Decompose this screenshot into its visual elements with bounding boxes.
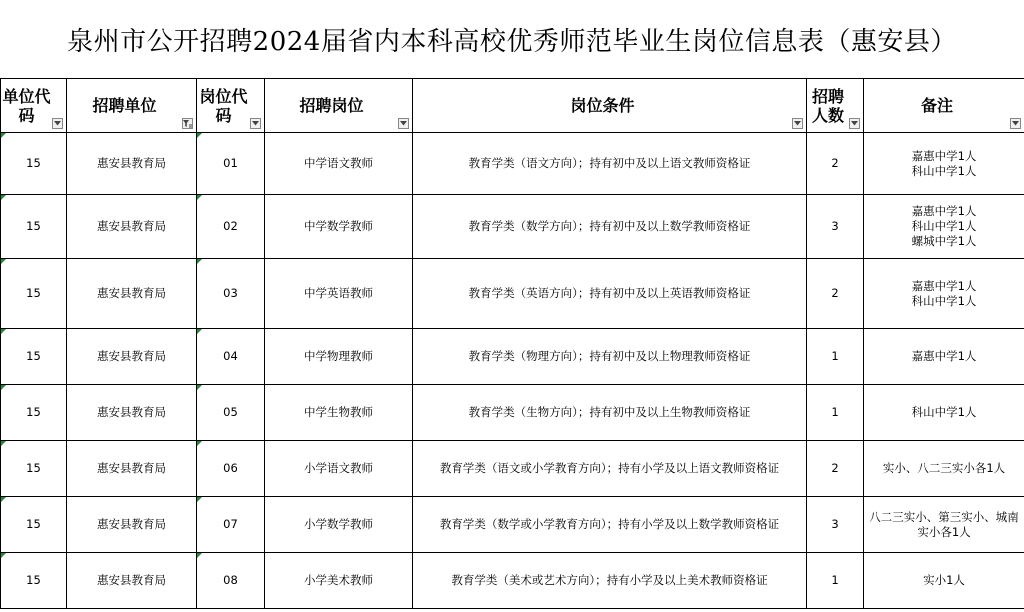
cell-unit-text: 惠安县教育局 xyxy=(97,517,166,531)
note-line: 实小1人 xyxy=(923,573,965,587)
cell-post-code[interactable] xyxy=(197,133,265,195)
positions-table xyxy=(0,78,1024,609)
cell-post-text: 小学美术教师 xyxy=(304,573,373,587)
cell-post[interactable] xyxy=(265,195,413,259)
comment-indicator-icon xyxy=(1,195,6,200)
cell-post[interactable] xyxy=(265,133,413,195)
header-count-label: 招聘人数 xyxy=(811,86,844,125)
cell-notes[interactable] xyxy=(864,329,1024,385)
comment-indicator-icon xyxy=(1,259,6,264)
cell-conditions[interactable] xyxy=(413,195,807,259)
cell-unit-text: 惠安县教育局 xyxy=(97,573,166,587)
cell-unit-code[interactable] xyxy=(1,133,67,195)
table-row xyxy=(1,195,1024,259)
cell-post-code-text: 07 xyxy=(223,517,238,531)
cell-post-text: 小学语文教师 xyxy=(304,461,373,475)
cell-count-text: 1 xyxy=(831,349,839,363)
header-count xyxy=(807,79,864,133)
cell-post-code[interactable] xyxy=(197,497,265,553)
cell-notes[interactable] xyxy=(864,259,1024,329)
cell-post-code-text: 06 xyxy=(223,461,238,475)
cell-unit[interactable] xyxy=(67,385,197,441)
cell-unit-code[interactable] xyxy=(1,553,67,609)
cell-post[interactable] xyxy=(265,385,413,441)
cell-count-text: 3 xyxy=(831,219,839,233)
filter-dropdown-icon[interactable] xyxy=(792,118,803,129)
cell-unit-code-text: 15 xyxy=(26,219,41,233)
filter-dropdown-icon[interactable] xyxy=(1010,118,1021,129)
note-line: 螺城中学1人 xyxy=(911,234,977,248)
cell-post-text: 中学英语教师 xyxy=(304,286,373,300)
cell-unit-text: 惠安县教育局 xyxy=(97,461,166,475)
comment-indicator-icon xyxy=(1,133,6,138)
note-line: 科山中学1人 xyxy=(911,293,977,308)
cell-unit-code[interactable] xyxy=(1,195,67,259)
cell-count[interactable] xyxy=(807,553,864,609)
cell-conditions-text: 教育学类（语文方向）；持有初中及以上语文教师资格证 xyxy=(468,156,751,170)
cell-unit-code[interactable] xyxy=(1,441,67,497)
cell-unit[interactable] xyxy=(67,329,197,385)
header-post xyxy=(265,79,413,133)
table-row xyxy=(1,497,1024,553)
cell-post-code[interactable] xyxy=(197,441,265,497)
cell-post-code[interactable] xyxy=(197,385,265,441)
comment-indicator-icon xyxy=(1,553,6,558)
cell-count[interactable] xyxy=(807,259,864,329)
cell-count-text: 1 xyxy=(831,573,839,587)
filter-dropdown-icon[interactable] xyxy=(398,118,409,129)
comment-indicator-icon xyxy=(197,497,202,502)
header-conditions xyxy=(413,79,807,133)
cell-post[interactable] xyxy=(265,441,413,497)
cell-unit-code[interactable] xyxy=(1,259,67,329)
cell-count[interactable] xyxy=(807,441,864,497)
cell-unit-code[interactable] xyxy=(1,329,67,385)
cell-unit-text: 惠安县教育局 xyxy=(97,156,166,170)
table-row xyxy=(1,259,1024,329)
cell-count-text: 3 xyxy=(831,517,839,531)
cell-count-text: 2 xyxy=(831,156,839,170)
cell-post-code[interactable] xyxy=(197,259,265,329)
cell-conditions-text: 教育学类（生物方向）；持有初中及以上生物教师资格证 xyxy=(468,405,751,419)
cell-conditions-text: 教育学类（英语方向）；持有初中及以上英语教师资格证 xyxy=(468,286,751,300)
cell-count[interactable] xyxy=(807,329,864,385)
comment-indicator-icon xyxy=(1,441,6,446)
cell-conditions[interactable] xyxy=(413,329,807,385)
note-line: 嘉惠中学1人 xyxy=(911,204,977,218)
filter-dropdown-icon[interactable] xyxy=(250,118,261,129)
cell-unit-code-text: 15 xyxy=(26,405,41,419)
comment-indicator-icon xyxy=(1,329,6,334)
cell-unit-code-text: 15 xyxy=(26,349,41,363)
cell-count[interactable] xyxy=(807,385,864,441)
header-post-code-label: 岗位代码 xyxy=(199,86,248,125)
cell-count[interactable] xyxy=(807,195,864,259)
note-line: 科山中学1人 xyxy=(911,405,977,419)
note-line: 八二三实小、第三实小、城南实小各1人 xyxy=(869,509,1019,539)
header-unit-label: 招聘单位 xyxy=(92,96,157,115)
cell-unit-code-text: 15 xyxy=(26,286,41,300)
cell-post-text: 中学数学教师 xyxy=(304,219,373,233)
cell-post[interactable] xyxy=(265,497,413,553)
table-row xyxy=(1,133,1024,195)
cell-unit-code[interactable] xyxy=(1,385,67,441)
cell-post-code-text: 08 xyxy=(223,573,238,587)
cell-count-text: 2 xyxy=(831,286,839,300)
cell-unit-code-text: 15 xyxy=(26,156,41,170)
comment-indicator-icon xyxy=(197,133,202,138)
header-unit xyxy=(67,79,197,133)
header-conditions-label: 岗位条件 xyxy=(570,96,635,115)
cell-unit[interactable] xyxy=(67,133,197,195)
cell-count[interactable] xyxy=(807,497,864,553)
note-line: 嘉惠中学1人 xyxy=(911,349,977,363)
comment-indicator-icon xyxy=(197,441,202,446)
cell-unit-code-text: 15 xyxy=(26,517,41,531)
page-title: 泉州市公开招聘2024届省内本科高校优秀师范毕业生岗位信息表（惠安县） xyxy=(67,26,957,57)
cell-conditions-text: 教育学类（数学或小学教育方向）；持有小学及以上数学教师资格证 xyxy=(439,517,780,531)
table-row xyxy=(1,441,1024,497)
comment-indicator-icon xyxy=(197,329,202,334)
note-line: 实小、八二三实小各1人 xyxy=(882,461,1006,475)
cell-conditions[interactable] xyxy=(413,133,807,195)
cell-post-code[interactable] xyxy=(197,195,265,259)
cell-count-text: 1 xyxy=(831,405,839,419)
header-notes-label: 备注 xyxy=(920,96,953,115)
cell-post-text: 中学语文教师 xyxy=(304,156,373,170)
cell-post-text: 中学生物教师 xyxy=(304,405,373,419)
comment-indicator-icon xyxy=(197,195,202,200)
cell-post[interactable] xyxy=(265,259,413,329)
header-unit-code-label: 单位代码 xyxy=(2,86,51,125)
cell-unit[interactable] xyxy=(67,553,197,609)
comment-indicator-icon xyxy=(1,497,6,502)
table-row xyxy=(1,329,1024,385)
cell-notes[interactable] xyxy=(864,133,1024,195)
cell-count-text: 2 xyxy=(831,461,839,475)
cell-notes[interactable] xyxy=(864,497,1024,553)
header-unit-code xyxy=(1,79,67,133)
cell-unit[interactable] xyxy=(67,441,197,497)
comment-indicator-icon xyxy=(197,553,202,558)
cell-unit-text: 惠安县教育局 xyxy=(97,286,166,300)
cell-notes[interactable] xyxy=(864,195,1024,259)
note-line: 嘉惠中学1人 xyxy=(911,278,977,293)
note-line: 科山中学1人 xyxy=(911,163,977,178)
cell-conditions[interactable] xyxy=(413,553,807,609)
header-post-code xyxy=(197,79,265,133)
cell-conditions-text: 教育学类（语文或小学教育方向）；持有小学及以上语文教师资格证 xyxy=(439,461,780,475)
cell-post-code-text: 05 xyxy=(223,405,238,419)
cell-post-code[interactable] xyxy=(197,553,265,609)
cell-unit-text: 惠安县教育局 xyxy=(97,405,166,419)
cell-post-text: 中学物理教师 xyxy=(304,349,373,363)
cell-post-text: 小学数学教师 xyxy=(304,517,373,531)
comment-indicator-icon xyxy=(1,385,6,390)
cell-unit-text: 惠安县教育局 xyxy=(97,219,166,233)
cell-unit[interactable] xyxy=(67,259,197,329)
cell-conditions[interactable] xyxy=(413,385,807,441)
cell-unit-text: 惠安县教育局 xyxy=(97,349,166,363)
filter-active-icon[interactable] xyxy=(182,118,193,129)
cell-conditions-text: 教育学类（物理方向）；持有初中及以上物理教师资格证 xyxy=(468,349,751,363)
cell-conditions[interactable] xyxy=(413,497,807,553)
cell-conditions-text: 教育学类（美术或艺术方向）；持有小学及以上美术教师资格证 xyxy=(451,573,768,587)
cell-unit-code[interactable] xyxy=(1,497,67,553)
cell-conditions[interactable] xyxy=(413,441,807,497)
cell-unit-code-text: 15 xyxy=(26,573,41,587)
table-row xyxy=(1,385,1024,441)
note-line: 嘉惠中学1人 xyxy=(911,148,977,163)
comment-indicator-icon xyxy=(197,259,202,264)
comment-indicator-icon xyxy=(197,385,202,390)
cell-count[interactable] xyxy=(807,133,864,195)
cell-post[interactable] xyxy=(265,329,413,385)
cell-post-code-text: 01 xyxy=(223,156,238,170)
cell-post[interactable] xyxy=(265,553,413,609)
cell-post-code-text: 04 xyxy=(223,349,238,363)
cell-notes[interactable] xyxy=(864,553,1024,609)
cell-notes[interactable] xyxy=(864,385,1024,441)
cell-post-code-text: 02 xyxy=(223,219,238,233)
cell-conditions-text: 教育学类（数学方向）；持有初中及以上数学教师资格证 xyxy=(468,219,751,233)
cell-unit-code-text: 15 xyxy=(26,461,41,475)
header-notes xyxy=(864,79,1024,133)
cell-post-code[interactable] xyxy=(197,329,265,385)
header-post-label: 招聘岗位 xyxy=(299,96,364,115)
cell-notes[interactable] xyxy=(864,441,1024,497)
note-line: 科山中学1人 xyxy=(911,219,977,233)
cell-conditions[interactable] xyxy=(413,259,807,329)
cell-unit[interactable] xyxy=(67,195,197,259)
filter-dropdown-icon[interactable] xyxy=(849,118,860,129)
filter-dropdown-icon[interactable] xyxy=(52,118,63,129)
header-row xyxy=(1,79,1024,133)
cell-post-code-text: 03 xyxy=(223,286,238,300)
table-row xyxy=(1,553,1024,609)
cell-unit[interactable] xyxy=(67,497,197,553)
